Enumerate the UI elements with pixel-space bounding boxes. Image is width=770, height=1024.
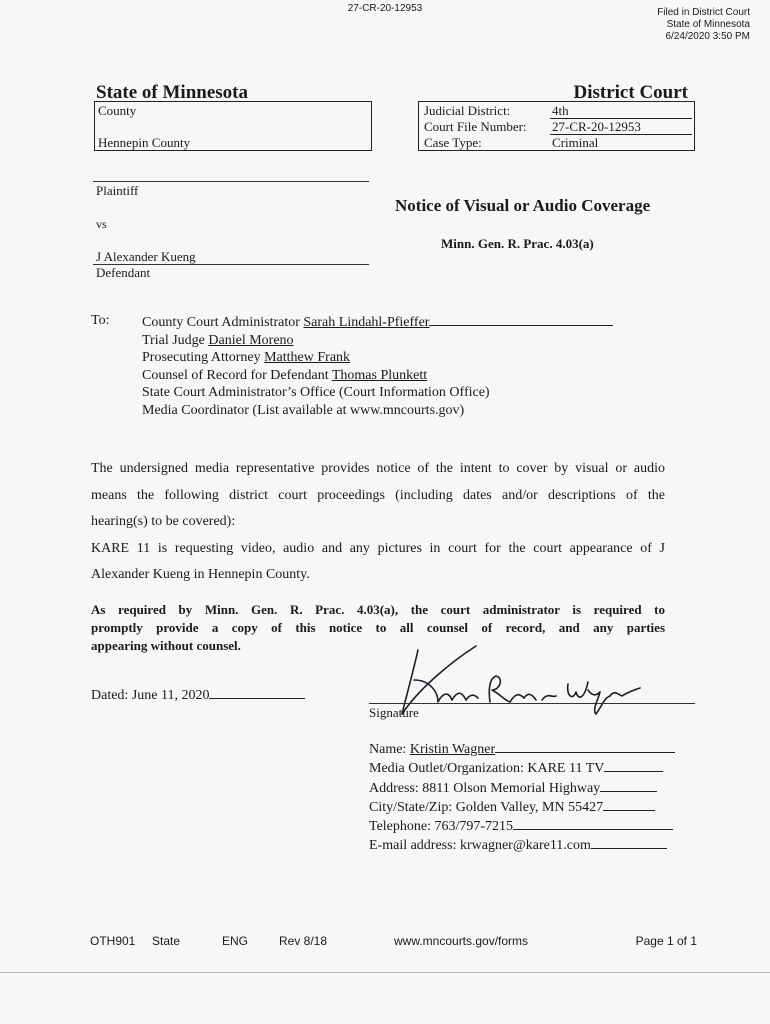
recipient-list bbox=[142, 313, 613, 420]
city-value: Golden Valley, MN 55427 bbox=[455, 799, 604, 815]
name-value: Kristin Wagner bbox=[409, 742, 496, 757]
footer-page-number: Page 1 of 1 bbox=[635, 934, 697, 948]
recipient-trial-judge bbox=[142, 332, 613, 350]
signature-label: Signature bbox=[369, 705, 419, 720]
blank-line bbox=[604, 759, 663, 772]
county-label: County bbox=[98, 103, 137, 118]
recipient-media-coordinator: Media Coordinator (List available at www.mncourts.gov) bbox=[142, 402, 465, 418]
city-label: City/State/Zip: bbox=[369, 799, 456, 815]
contact-info bbox=[369, 740, 675, 856]
footer-jurisdiction: State bbox=[152, 934, 181, 948]
prosecutor-label: Prosecuting Attorney bbox=[142, 350, 265, 366]
required-notice-line: promptly provide a copy of this notice to all counsel of record, and any parties bbox=[91, 620, 665, 635]
page-edge-line bbox=[0, 972, 770, 973]
body-line: Alexander Kueng in Hennepin County. bbox=[91, 567, 310, 582]
footer-language: ENG bbox=[222, 934, 249, 948]
case-type-row bbox=[419, 135, 694, 151]
filed-stamp-line: State of Minnesota bbox=[666, 19, 750, 30]
outlet-field bbox=[369, 759, 675, 778]
judicial-district-value: 4th bbox=[550, 103, 692, 119]
outlet-label: Media Outlet/Organization: bbox=[369, 761, 528, 777]
address-value: 8811 Olson Memorial Highway bbox=[422, 780, 601, 796]
name-field bbox=[369, 740, 675, 759]
case-info-box bbox=[418, 101, 695, 151]
blank-line bbox=[600, 779, 657, 792]
recipient-court-admin bbox=[142, 313, 613, 332]
trial-judge-label: Trial Judge bbox=[142, 332, 209, 348]
required-notice-line: appearing without counsel. bbox=[91, 638, 241, 653]
court-file-number-label: Court File Number: bbox=[424, 119, 527, 134]
body-line: The undersigned media representative provides notice of the intent to cover by visual or audio bbox=[91, 461, 665, 476]
notice-body bbox=[91, 456, 665, 589]
court-title: District Court bbox=[573, 82, 688, 103]
blank-line bbox=[591, 836, 667, 849]
body-line: KARE 11 is requesting video, audio and any pictures in court for the court appearance of J bbox=[91, 540, 665, 556]
recipient-state-office: State Court Administrator’s Office (Court Information Office) bbox=[142, 385, 490, 401]
recipient-defense-counsel bbox=[142, 367, 613, 385]
case-type-label: Case Type: bbox=[424, 135, 482, 150]
court-file-number-row bbox=[419, 119, 694, 135]
court-file-number-value: 27-CR-20-12953 bbox=[550, 119, 692, 135]
case-type-value: Criminal bbox=[552, 135, 599, 150]
email-label: E-mail address: bbox=[369, 838, 460, 854]
phone-value: 763/797-7215 bbox=[434, 819, 514, 835]
defendant-name: J Alexander Kueng bbox=[96, 249, 196, 264]
required-notice-line: As required by Minn. Gen. R. Prac. 4.03(a), the court administrator is required to bbox=[91, 602, 665, 617]
prosecutor-name: Matthew Frank bbox=[264, 350, 351, 366]
county-box bbox=[94, 101, 372, 151]
handwritten-signature bbox=[378, 640, 708, 720]
email-value: krwagner@kare11.com bbox=[459, 838, 591, 854]
city-field bbox=[369, 798, 675, 817]
body-line: hearing(s) to be covered): bbox=[91, 514, 236, 529]
address-label: Address: bbox=[369, 780, 423, 796]
footer-revision: Rev 8/18 bbox=[279, 934, 328, 948]
filed-stamp-line: 6/24/2020 3:50 PM bbox=[665, 31, 750, 42]
filed-stamp bbox=[657, 7, 750, 43]
state-title: State of Minnesota bbox=[96, 82, 248, 103]
trial-judge-name: Daniel Moreno bbox=[208, 332, 294, 348]
address-field bbox=[369, 779, 675, 798]
defense-counsel-label: Counsel of Record for Defendant bbox=[142, 367, 332, 383]
blank-line bbox=[513, 817, 673, 830]
defendant-label: Defendant bbox=[96, 265, 151, 280]
email-field bbox=[369, 836, 675, 855]
rule-reference: Minn. Gen. R. Prac. 4.03(a) bbox=[441, 236, 594, 251]
to-label: To: bbox=[91, 313, 110, 328]
dated-label: Dated: bbox=[91, 688, 132, 703]
notice-title: Notice of Visual or Audio Coverage bbox=[395, 196, 651, 215]
versus-label: vs bbox=[96, 217, 107, 231]
phone-field bbox=[369, 817, 675, 836]
body-line: means the following district court proceedings (including dates and/or descriptions of the bbox=[91, 487, 665, 503]
blank-line bbox=[209, 686, 305, 699]
dated-field bbox=[91, 686, 305, 704]
signature-line bbox=[369, 703, 695, 704]
footer-form-code: OTH901 bbox=[90, 934, 136, 948]
phone-label: Telephone: bbox=[369, 819, 435, 835]
case-number-header: 27-CR-20-12953 bbox=[347, 3, 423, 14]
name-label: Name: bbox=[369, 742, 410, 757]
filed-stamp-line: Filed in District Court bbox=[657, 7, 750, 18]
footer-website: www.mncourts.gov/forms bbox=[394, 934, 529, 948]
blank-line bbox=[429, 313, 613, 326]
blank-line bbox=[603, 798, 655, 811]
plaintiff-line bbox=[93, 181, 369, 182]
judicial-district-row bbox=[419, 103, 694, 119]
defense-counsel-name: Thomas Plunkett bbox=[331, 367, 428, 383]
plaintiff-label: Plaintiff bbox=[96, 183, 139, 198]
county-name: Hennepin County bbox=[98, 135, 191, 150]
dated-value: June 11, 2020 bbox=[131, 688, 210, 703]
outlet-value: KARE 11 TV bbox=[527, 761, 605, 777]
recipient-prosecutor bbox=[142, 349, 613, 367]
court-admin-name: Sarah Lindahl-Pfieffer bbox=[303, 315, 430, 330]
judicial-district-label: Judicial District: bbox=[424, 103, 511, 118]
blank-line bbox=[495, 740, 675, 753]
court-admin-label: County Court Administrator bbox=[142, 315, 304, 330]
